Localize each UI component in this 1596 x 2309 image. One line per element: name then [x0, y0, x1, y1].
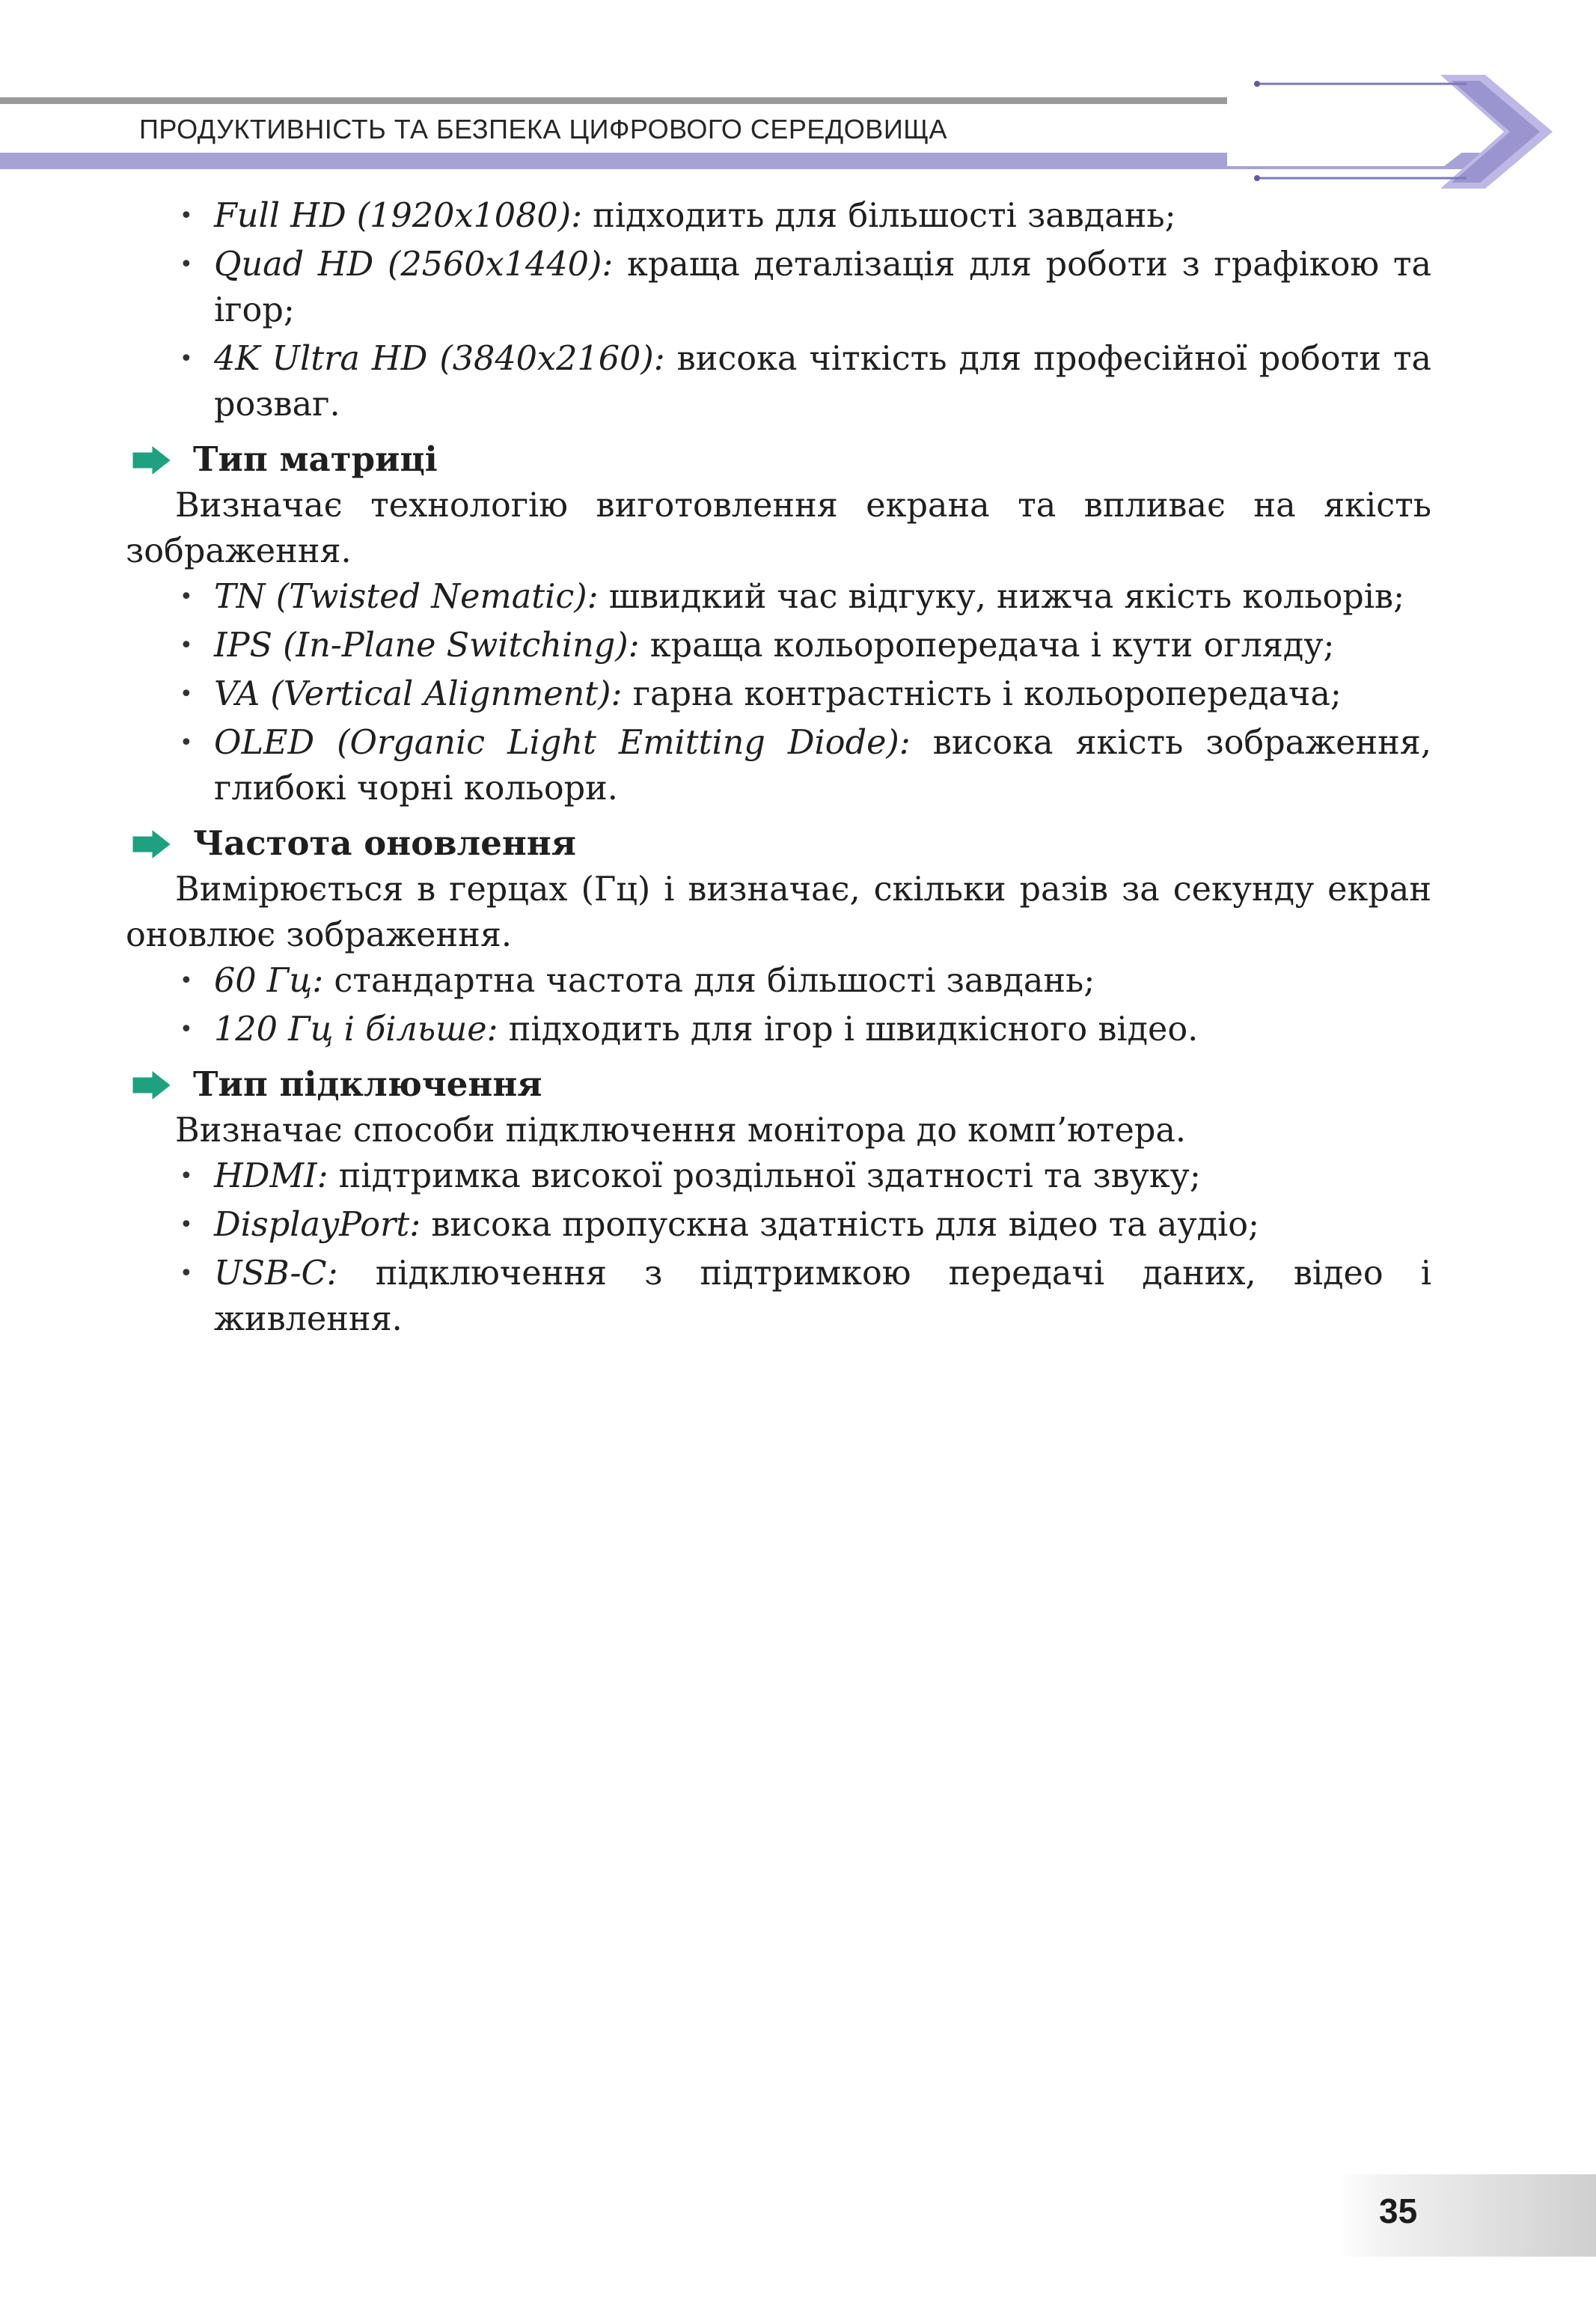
page-content: [126, 193, 1431, 1345]
term-description: підходить для більшості завдань;: [582, 197, 1176, 235]
section-list: [126, 574, 1431, 811]
bullet-icon: •: [180, 203, 193, 229]
list-item: [126, 336, 1431, 427]
section-refresh-rate: [126, 820, 1431, 1052]
term-description: висока чіткість для професійної роботи та розваг.: [214, 340, 1431, 424]
term-description: висока пропускна здатність для відео та аудіо;: [421, 1206, 1260, 1244]
section-title: Тип матриці: [193, 439, 438, 479]
term: OLED (Organic Light Emitting Diode):: [214, 724, 911, 762]
section-title: Тип підключення: [193, 1064, 542, 1104]
bullet-icon: •: [180, 1163, 193, 1189]
bullet-icon: •: [180, 968, 193, 994]
term-description: гарна контрастність і кольоропередача;: [622, 675, 1342, 713]
list-item: [126, 958, 1431, 1004]
term: 4K Ultra HD (3840x2160):: [214, 340, 665, 378]
list-item: [126, 1007, 1431, 1052]
term-description: підходить для ігор і швидкісного відео.: [498, 1010, 1199, 1049]
term: TN (Twisted Nematic):: [214, 578, 599, 616]
section-title: Частота оновлення: [193, 823, 576, 863]
term-description: висока якість зображення, глибокі чорні кольори.: [214, 724, 1431, 808]
term: IPS (In-Plane Switching):: [214, 626, 640, 665]
section-list: [126, 958, 1431, 1052]
header-decoration: [0, 0, 1596, 195]
right-arrow-icon: [129, 1066, 174, 1105]
section-heading: [126, 820, 1431, 867]
term: Full HD (1920x1080):: [214, 197, 583, 235]
bullet-icon: •: [180, 346, 193, 372]
page-number: 35: [1379, 2191, 1418, 2230]
header-title: ПРОДУКТИВНІСТЬ ТА БЕЗПЕКА ЦИФРОВОГО СЕРЕДОВИЩА: [139, 114, 947, 144]
term-description: стандартна частота для більшості завдань;: [323, 962, 1095, 1000]
term-description: підтримка високої роздільної здатності та звуку;: [328, 1157, 1201, 1195]
section-heading: [126, 436, 1431, 483]
section-matrix-type: [126, 436, 1431, 811]
section-connection-type: [126, 1061, 1431, 1342]
term: USB-C:: [214, 1254, 338, 1293]
list-item: [126, 574, 1431, 620]
bullet-icon: •: [180, 1260, 193, 1287]
bullet-icon: •: [180, 730, 193, 756]
list-item: [126, 720, 1431, 811]
list-item: [126, 1153, 1431, 1199]
list-item: [126, 193, 1431, 239]
term: Quad HD (2560x1440):: [214, 245, 614, 284]
bullet-icon: •: [180, 1212, 193, 1238]
term-description: швидкий час відгуку, нижча якість кольорів;: [598, 578, 1405, 616]
term: VA (Vertical Alignment):: [214, 675, 623, 713]
list-item: [126, 623, 1431, 668]
list-item: [126, 242, 1431, 333]
term: DisplayPort:: [214, 1206, 421, 1244]
term: 60 Гц:: [214, 962, 324, 1000]
section-description: Визначає технологію виготовлення екрана та впливає на якість зображення.: [126, 486, 1431, 570]
bullet-icon: •: [180, 584, 193, 610]
term: HDMI:: [214, 1157, 328, 1195]
bullet-icon: •: [180, 632, 193, 659]
bullet-icon: •: [180, 251, 193, 278]
term-description: краща деталізація для роботи з графікою та ігор;: [214, 245, 1431, 329]
running-header: [0, 0, 1596, 195]
section-description: Визначає способи підключення монітора до комп’ютера.: [175, 1111, 1187, 1150]
section-heading: [126, 1061, 1431, 1108]
list-item: [126, 1251, 1431, 1342]
term-description: краща кольоропередача і кути огляду;: [639, 626, 1335, 665]
section-description: Вимірюється в герцах (Гц) і визначає, скільки разів за секунду екран оновлює зображення.: [126, 870, 1431, 954]
right-arrow-icon: [129, 825, 174, 864]
term: 120 Гц і більше:: [214, 1010, 498, 1049]
list-item: [126, 1202, 1431, 1248]
list-item: [126, 671, 1431, 717]
page-number-tab: [1336, 2174, 1596, 2257]
resolution-list: [126, 193, 1431, 427]
term-description: підключення з підтримкою передачі даних, відео і живлення.: [214, 1254, 1431, 1338]
bullet-icon: •: [180, 681, 193, 707]
section-list: [126, 1153, 1431, 1342]
bullet-icon: •: [180, 1016, 193, 1043]
right-arrow-icon: [129, 441, 174, 480]
